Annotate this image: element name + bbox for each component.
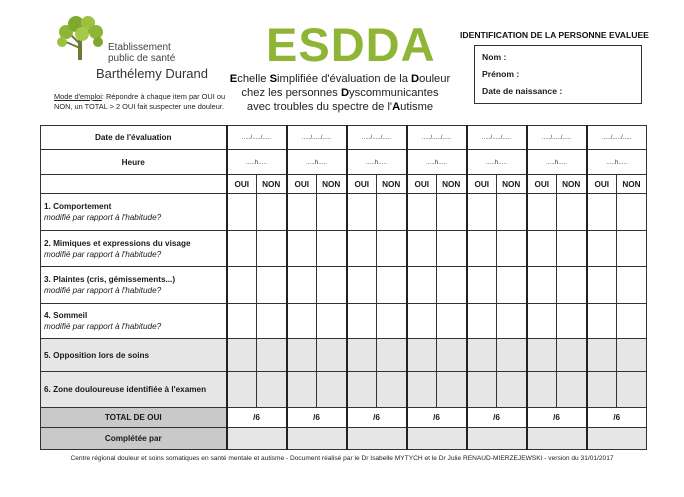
non-checkbox[interactable] [497,372,527,408]
total-score[interactable]: /6 [407,408,467,428]
oui-checkbox[interactable] [587,231,617,267]
oui-header: OUI [527,175,557,194]
completed-cell[interactable] [527,428,587,450]
institution-logo [52,12,208,84]
page-title: ESDDA [266,18,436,71]
oui-checkbox[interactable] [287,339,317,372]
item-label [41,372,227,408]
non-header: NON [317,175,347,194]
identification-box [474,45,642,104]
item-label [41,267,227,304]
non-checkbox[interactable] [497,267,527,304]
item-title: 6. Zone douloureuse identifiée à l'examen [44,385,207,394]
usage-instructions [54,92,234,111]
non-checkbox[interactable] [557,267,587,304]
item-subtitle: modifié par rapport à l'habitude? [44,213,162,222]
non-checkbox[interactable] [437,304,467,339]
item-row [41,304,647,339]
item-title: 4. Sommeil [44,311,88,320]
non-checkbox[interactable] [497,339,527,372]
date-cell[interactable]: ...../...../..... [347,126,407,150]
non-checkbox[interactable] [377,194,407,231]
date-label: Date de l'évaluation [41,126,227,150]
oui-checkbox[interactable] [527,194,557,231]
non-checkbox[interactable] [317,339,347,372]
oui-checkbox[interactable] [407,304,437,339]
non-checkbox[interactable] [617,231,647,267]
non-header: NON [377,175,407,194]
non-checkbox[interactable] [257,267,287,304]
non-checkbox[interactable] [377,339,407,372]
time-cell[interactable]: .....h..... [407,150,467,175]
non-checkbox[interactable] [557,231,587,267]
non-checkbox[interactable] [257,339,287,372]
usage-text: : Répondre à chaque item par OUI ou NON, un TOTAL > 2 OUI fait suspecter une douleur. [54,92,226,111]
item-label [41,231,227,267]
item-title: 1. Comportement [44,202,112,211]
oui-checkbox[interactable] [467,339,497,372]
oui-checkbox[interactable] [227,267,257,304]
total-score[interactable]: /6 [527,408,587,428]
item-title: 5. Opposition lors de soins [44,350,150,360]
oui-checkbox[interactable] [407,267,437,304]
oui-checkbox[interactable] [527,304,557,339]
non-checkbox[interactable] [557,304,587,339]
completed-row [41,428,647,450]
item-label [41,304,227,339]
footer-credits: Centre régional douleur et soins somatiques en santé mentale et autisme - Document réalisé par le Dr Isabelle MYTYCH et le Dr Julie RENAUD-MIERZEJEWSKI - version du 31/01/2017 [70,455,614,462]
non-checkbox[interactable] [437,339,467,372]
oui-checkbox[interactable] [587,304,617,339]
oui-checkbox[interactable] [587,339,617,372]
oui-checkbox[interactable] [407,339,437,372]
oui-checkbox[interactable] [347,304,377,339]
completed-cell[interactable] [467,428,527,450]
date-cell[interactable]: ...../...../..... [227,126,287,150]
time-cell[interactable]: .....h..... [347,150,407,175]
non-checkbox[interactable] [257,372,287,408]
total-row [41,408,647,428]
item-row [41,194,647,231]
non-checkbox[interactable] [497,194,527,231]
item-row [41,231,647,267]
non-checkbox[interactable] [437,372,467,408]
oui-checkbox[interactable] [227,304,257,339]
non-checkbox[interactable] [617,339,647,372]
non-header: NON [617,175,647,194]
institution-name: Barthélemy Durand [96,66,208,81]
non-header: NON [557,175,587,194]
non-checkbox[interactable] [257,304,287,339]
non-header: NON [497,175,527,194]
date-cell[interactable]: ...../...../..... [407,126,467,150]
time-cell[interactable]: .....h..... [587,150,647,175]
time-row [41,150,647,175]
identification-title: IDENTIFICATION DE LA PERSONNE EVALUEE [460,30,649,40]
oui-checkbox[interactable] [227,194,257,231]
non-checkbox[interactable] [377,231,407,267]
item-title: 2. Mimiques et expressions du visage [44,238,191,248]
total-score[interactable]: /6 [587,408,647,428]
oui-header: OUI [587,175,617,194]
oui-checkbox[interactable] [227,339,257,372]
date-cell[interactable]: ...../...../..... [587,126,647,150]
oui-header: OUI [347,175,377,194]
oui-checkbox[interactable] [407,372,437,408]
oui-header: OUI [467,175,497,194]
time-cell[interactable]: .....h..... [287,150,347,175]
date-row [41,126,647,150]
non-checkbox[interactable] [377,304,407,339]
non-checkbox[interactable] [617,267,647,304]
non-checkbox[interactable] [317,231,347,267]
date-cell[interactable]: ...../...../..... [527,126,587,150]
oui-checkbox[interactable] [287,231,317,267]
oui-checkbox[interactable] [227,231,257,267]
total-score[interactable]: /6 [347,408,407,428]
oui-checkbox[interactable] [347,267,377,304]
oui-checkbox[interactable] [467,267,497,304]
total-score[interactable]: /6 [227,408,287,428]
oui-checkbox[interactable] [467,304,497,339]
completed-cell[interactable] [587,428,647,450]
oui-checkbox[interactable] [347,339,377,372]
item-label [41,194,227,231]
oui-checkbox[interactable] [527,372,557,408]
total-score[interactable]: /6 [287,408,347,428]
item-title: 3. Plaintes (cris, gémissements...) [44,275,176,284]
time-label: Heure [41,150,227,175]
item-label [41,339,227,372]
completed-label: Complétée par [41,428,227,450]
usage-label: Mode d'emploi [54,92,102,101]
oui-checkbox[interactable] [587,267,617,304]
evaluation-grid [40,125,647,450]
time-cell[interactable]: .....h..... [227,150,287,175]
oui-checkbox[interactable] [587,372,617,408]
non-checkbox[interactable] [377,267,407,304]
oui-checkbox[interactable] [527,231,557,267]
oui-checkbox[interactable] [347,231,377,267]
non-checkbox[interactable] [257,231,287,267]
time-cell[interactable]: .....h..... [467,150,527,175]
empty-cell [41,175,227,194]
institution-type: Etablissement public de santé [108,42,176,64]
non-checkbox[interactable] [257,194,287,231]
oui-checkbox[interactable] [287,372,317,408]
oui-checkbox[interactable] [287,267,317,304]
non-checkbox[interactable] [437,194,467,231]
tree-icon [52,14,110,62]
oui-checkbox[interactable] [527,267,557,304]
non-checkbox[interactable] [317,194,347,231]
item-row [41,339,647,372]
non-checkbox[interactable] [317,267,347,304]
birthdate-field[interactable]: Date de naissance : [482,86,563,96]
non-checkbox[interactable] [617,304,647,339]
non-checkbox[interactable] [317,304,347,339]
total-score[interactable]: /6 [467,408,527,428]
oui-checkbox[interactable] [227,372,257,408]
non-checkbox[interactable] [497,304,527,339]
non-header: NON [437,175,467,194]
oui-checkbox[interactable] [407,194,437,231]
non-checkbox[interactable] [317,372,347,408]
oui-checkbox[interactable] [347,194,377,231]
scale-subtitle [220,72,460,114]
item-subtitle: modifié par rapport à l'habitude? [44,322,162,331]
item-row [41,267,647,304]
date-cell[interactable]: ...../...../..... [467,126,527,150]
oui-checkbox[interactable] [407,231,437,267]
non-checkbox[interactable] [557,194,587,231]
oui-header: OUI [407,175,437,194]
non-checkbox[interactable] [437,231,467,267]
item-subtitle: modifié par rapport à l'habitude? [44,286,162,295]
oui-checkbox[interactable] [587,194,617,231]
item-subtitle: modifié par rapport à l'habitude? [44,249,162,259]
oui-checkbox[interactable] [347,372,377,408]
oui-checkbox[interactable] [467,231,497,267]
yes-no-header [41,175,647,194]
non-checkbox[interactable] [557,372,587,408]
oui-checkbox[interactable] [467,372,497,408]
non-header: NON [257,175,287,194]
subtitle-line2: chez les personnes Dyscommunicantes [241,87,439,99]
non-checkbox[interactable] [377,372,407,408]
subtitle-line1: Echelle Simplifiée d'évaluation de la Douleur [229,73,451,85]
total-label: TOTAL DE OUI [41,408,227,428]
date-cell[interactable]: ...../...../..... [287,126,347,150]
prenom-field[interactable]: Prénom : [482,69,520,79]
completed-cell[interactable] [287,428,347,450]
oui-checkbox[interactable] [287,304,317,339]
subtitle-line3: avec troubles du spectre de l'Autisme [246,101,434,113]
completed-cell[interactable] [347,428,407,450]
oui-checkbox[interactable] [527,339,557,372]
non-checkbox[interactable] [557,339,587,372]
non-checkbox[interactable] [617,372,647,408]
completed-cell[interactable] [227,428,287,450]
oui-header: OUI [227,175,257,194]
oui-checkbox[interactable] [467,194,497,231]
item-row [41,372,647,408]
non-checkbox[interactable] [437,267,467,304]
oui-checkbox[interactable] [287,194,317,231]
non-checkbox[interactable] [497,231,527,267]
completed-cell[interactable] [407,428,467,450]
oui-header: OUI [287,175,317,194]
nom-field[interactable]: Nom : [482,52,507,62]
non-checkbox[interactable] [617,194,647,231]
time-cell[interactable]: .....h..... [527,150,587,175]
